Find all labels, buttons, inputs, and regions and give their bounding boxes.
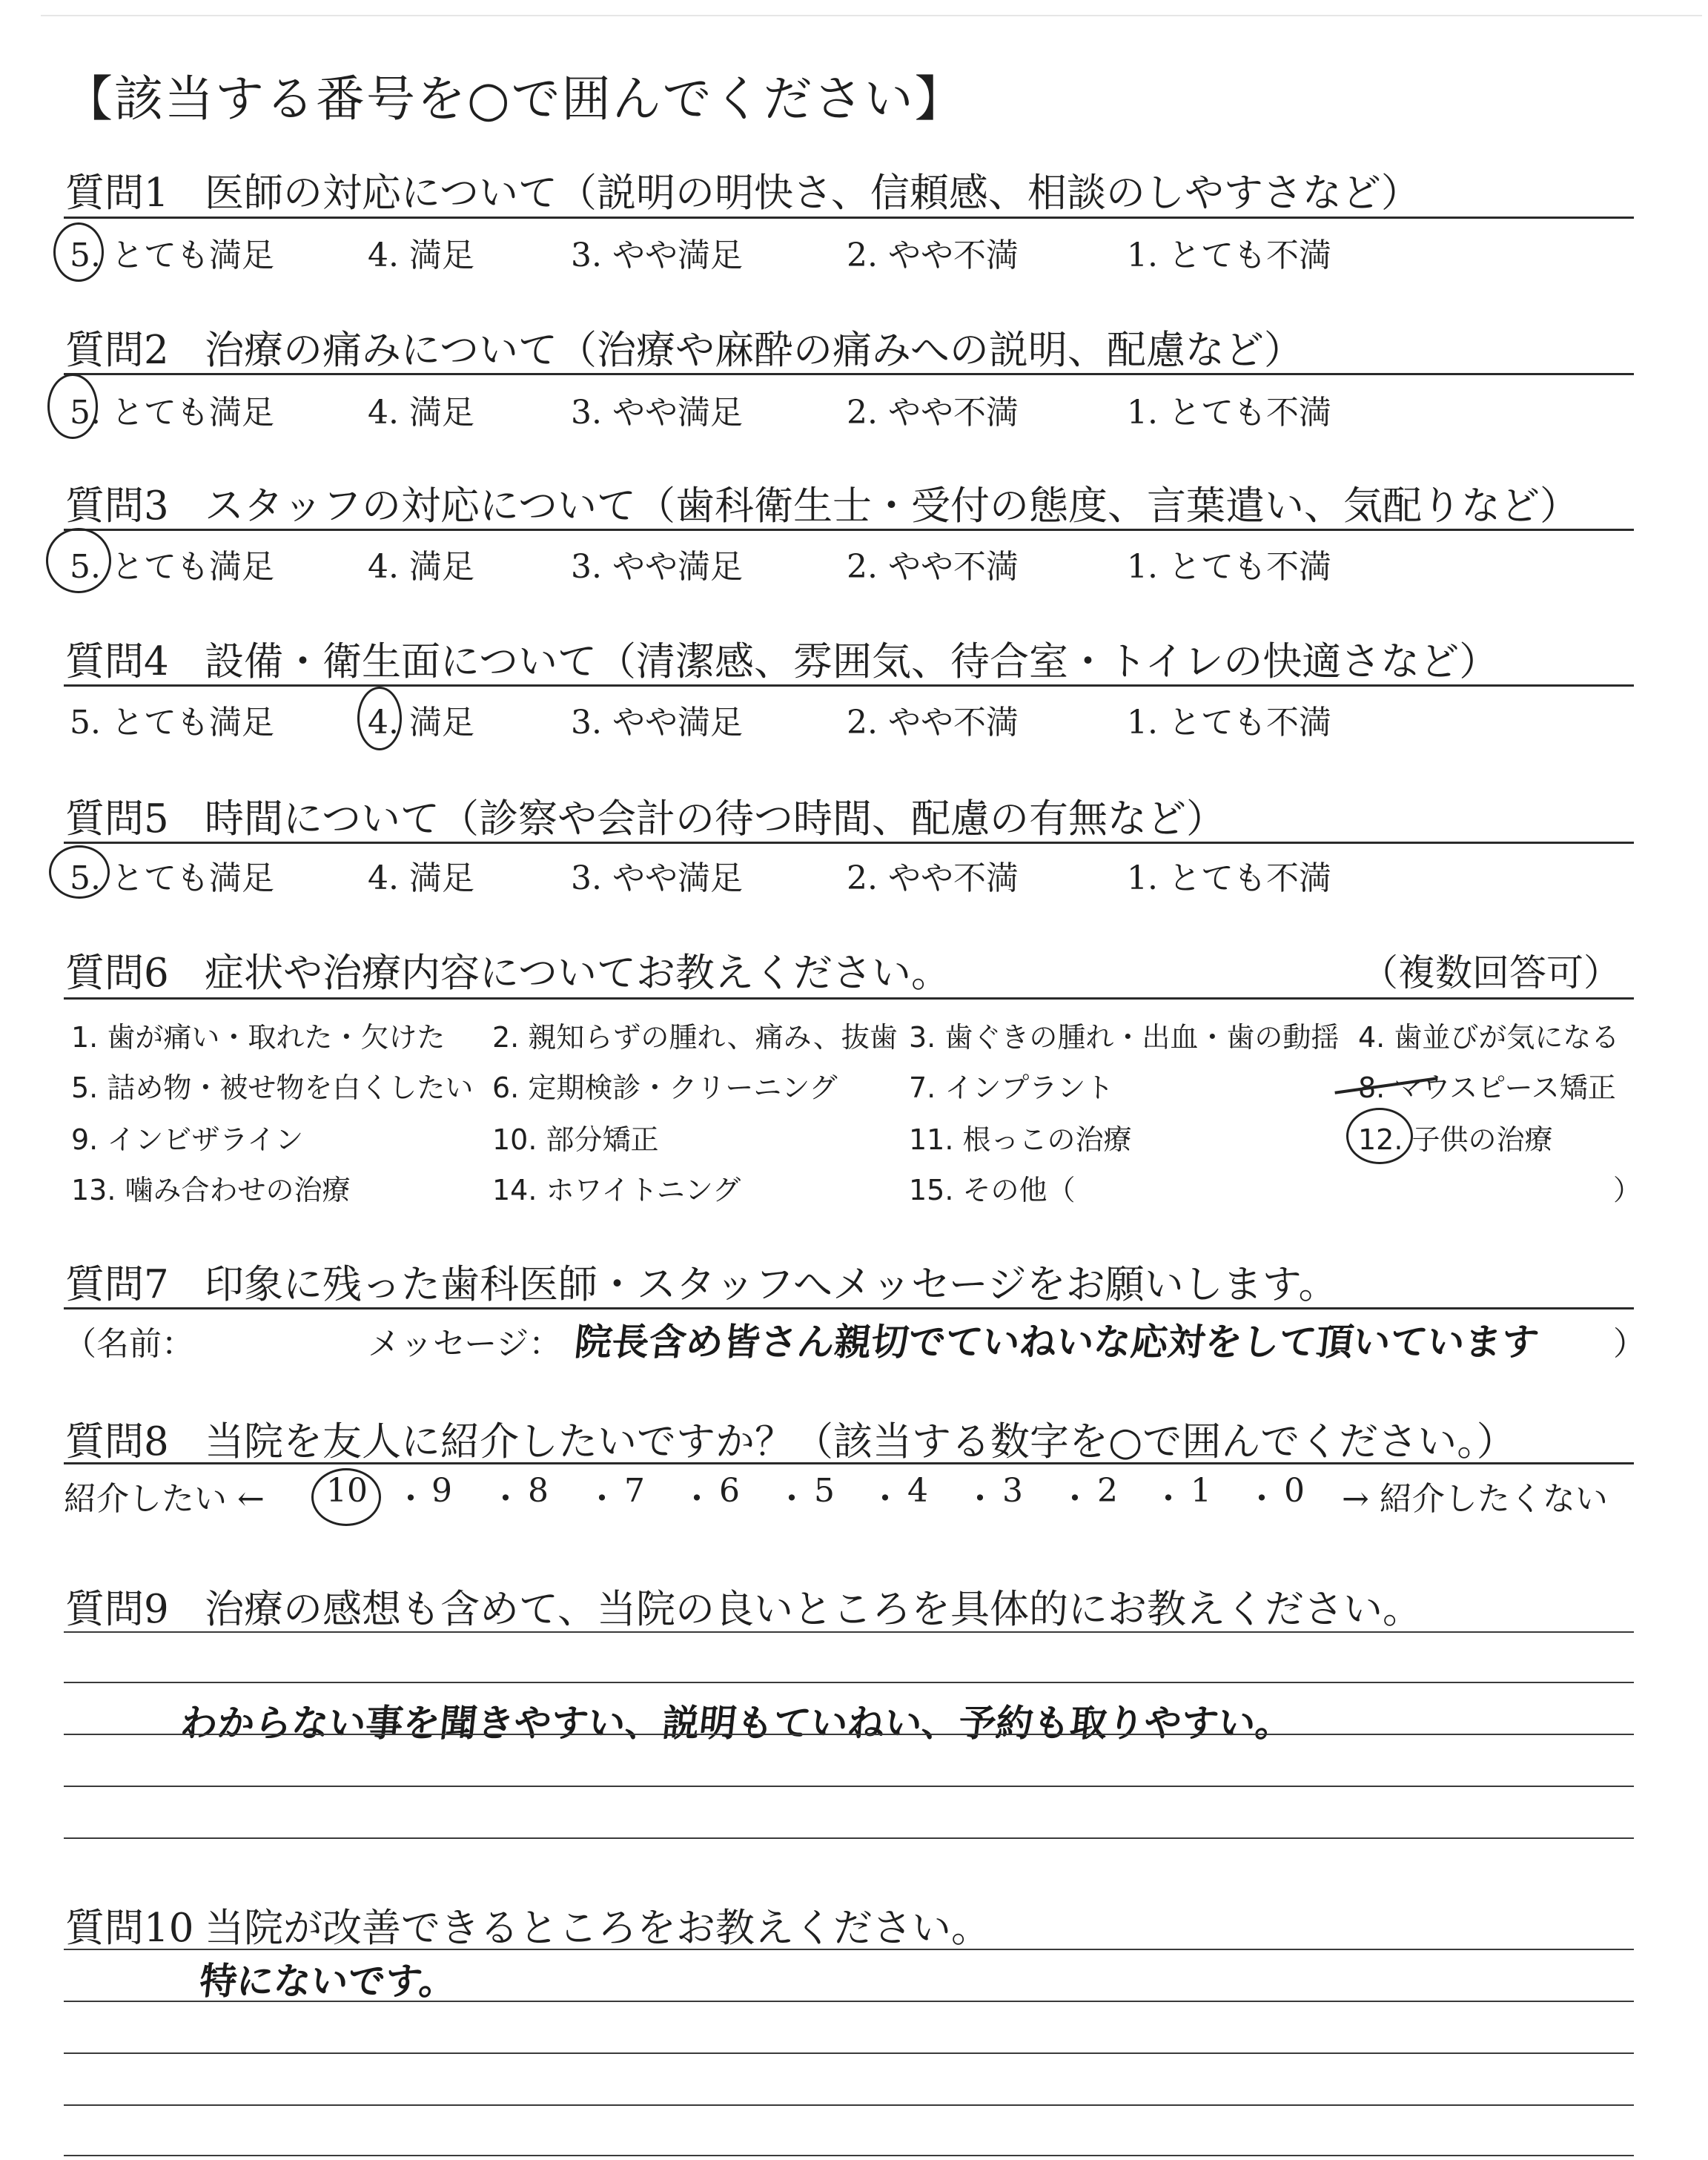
scale-10[interactable]: 10 <box>326 1472 368 1510</box>
message-label: メッセージ： <box>368 1325 562 1363</box>
question-title: スタッフの対応について（歯科衛生士・受付の態度、言葉遣い、気配りなど） <box>205 483 1579 529</box>
q6-other-close: ） <box>1613 1174 1642 1206</box>
q5-option-1[interactable]: 1. とても不満 <box>1127 859 1331 897</box>
scale-0[interactable]: 0 <box>1284 1472 1305 1510</box>
question-number: 質問8 <box>65 1419 169 1464</box>
rule <box>64 373 1634 375</box>
q6-option-11[interactable]: 11. 根っこの治療 <box>909 1123 1132 1156</box>
question-10 <box>65 1897 990 1953</box>
q6-option-5[interactable]: 5. 詰め物・被せ物を白くしたい <box>71 1071 474 1104</box>
q6-option-9[interactable]: 9. インビザライン <box>71 1123 304 1156</box>
writing-line <box>64 1631 1634 1633</box>
multiple-answers-note: （複数回答可） <box>1361 951 1621 994</box>
question-8 <box>65 1410 1516 1467</box>
scale-separator: ・ <box>1152 1480 1185 1518</box>
handwritten-message: 院長含め皆さん親切でていねいな応対をして頂いています <box>572 1321 1541 1364</box>
handwritten-answer-q9: わからない事を聞きやすい、説明もていねい、予約も取りやすい。 <box>178 1702 1295 1745</box>
scale-separator: ・ <box>869 1480 901 1518</box>
question-number: 質問9 <box>65 1587 169 1632</box>
answer-circle <box>47 374 98 439</box>
question-title: 当院が改善できるところをお教えください。 <box>205 1906 990 1951</box>
answer-circle <box>46 528 111 593</box>
q3-option-2[interactable]: 2. やや不満 <box>847 548 1019 586</box>
q6-option-6[interactable]: 6. 定期検診・クリーニング <box>492 1071 838 1104</box>
q3-option-1[interactable]: 1. とても不満 <box>1127 548 1331 586</box>
scale-separator: ・ <box>394 1480 427 1518</box>
writing-line <box>64 1837 1634 1839</box>
scale-7[interactable]: 7 <box>624 1472 645 1510</box>
answer-circle <box>357 687 402 750</box>
handwritten-answer-q10: 特にないです。 <box>197 1960 459 2003</box>
scale-separator: ・ <box>1245 1480 1278 1518</box>
q6-option-13[interactable]: 13. 噛み合わせの治療 <box>71 1174 351 1206</box>
top-edge-line <box>41 15 1702 16</box>
scale-4[interactable]: 4 <box>907 1472 928 1510</box>
q1-option-1[interactable]: 1. とても不満 <box>1127 237 1331 274</box>
q6-option-15[interactable]: 15. その他（ <box>909 1174 1076 1206</box>
writing-line <box>64 2001 1634 2002</box>
question-number: 質問10 <box>65 1906 194 1951</box>
rule <box>64 1307 1634 1309</box>
q6-option-2[interactable]: 2. 親知らずの腫れ、痛み、抜歯 <box>492 1021 898 1054</box>
q6-option-7[interactable]: 7. インプラント <box>909 1071 1114 1104</box>
scale-6[interactable]: 6 <box>719 1472 740 1510</box>
writing-line <box>64 1734 1634 1735</box>
scale-separator: ・ <box>489 1480 522 1518</box>
question-number: 質問3 <box>65 483 169 529</box>
q6-option-12[interactable]: 12. 子供の治療 <box>1358 1123 1553 1156</box>
recommend-right-label: → 紹介したくない <box>1342 1480 1608 1518</box>
q1-option-5[interactable]: 5. とても満足 <box>70 237 274 274</box>
q3-option-3[interactable]: 3. やや満足 <box>571 548 743 586</box>
rule <box>64 217 1634 219</box>
question-title: 医師の対応について（説明の明快さ、信頼感、相談のしやすさなど） <box>205 171 1420 216</box>
question-title: 治療の感想も含めて、当院の良いところを具体的にお教えください。 <box>205 1587 1422 1632</box>
q5-option-5[interactable]: 5. とても満足 <box>70 859 274 897</box>
question-number: 質問7 <box>65 1262 169 1307</box>
q4-option-5[interactable]: 5. とても満足 <box>70 704 274 742</box>
message-close: ） <box>1613 1325 1646 1363</box>
question-3 <box>65 475 1579 531</box>
scale-8[interactable]: 8 <box>528 1472 549 1510</box>
question-title: 設備・衛生面について（清潔感、雰囲気、待合室・トイレの快適さなど） <box>205 639 1499 684</box>
question-7 <box>65 1253 1338 1309</box>
writing-line <box>64 1949 1634 1950</box>
scale-separator: ・ <box>586 1480 618 1518</box>
scale-1[interactable]: 1 <box>1191 1472 1211 1510</box>
scale-5[interactable]: 5 <box>814 1472 835 1510</box>
rule <box>64 842 1634 844</box>
q2-option-5[interactable]: 5. とても満足 <box>70 394 274 432</box>
rule <box>64 684 1634 687</box>
q4-option-3[interactable]: 3. やや満足 <box>571 704 743 742</box>
question-title: 時間について（診察や会計の待つ時間、配慮の有無など） <box>205 796 1225 842</box>
q3-option-5[interactable]: 5. とても満足 <box>70 548 274 586</box>
scale-separator: ・ <box>964 1480 996 1518</box>
answer-circle <box>311 1468 381 1526</box>
answer-circle <box>1346 1108 1413 1164</box>
question-title: 印象に残った歯科医師・スタッフへメッセージをお願いします。 <box>205 1262 1338 1307</box>
scale-3[interactable]: 3 <box>1002 1472 1023 1510</box>
scale-9[interactable]: 9 <box>431 1472 452 1510</box>
q1-option-4[interactable]: 4. 満足 <box>368 237 474 274</box>
q6-option-14[interactable]: 14. ホワイトニング <box>492 1174 741 1206</box>
writing-line <box>64 2052 1634 2054</box>
q6-option-4[interactable]: 4. 歯並びが気になる <box>1358 1021 1620 1054</box>
q6-option-10[interactable]: 10. 部分矯正 <box>492 1123 659 1156</box>
q5-option-4[interactable]: 4. 満足 <box>368 859 474 897</box>
q4-option-1[interactable]: 1. とても不満 <box>1127 704 1331 742</box>
writing-line <box>64 2155 1634 2156</box>
answer-circle <box>53 222 104 282</box>
form-heading: 【該当する番号を○で囲んでください】 <box>64 70 965 128</box>
answer-circle <box>49 845 110 899</box>
question-title: 当院を友人に紹介したいですか？（該当する数字を○で囲んでください。） <box>205 1419 1516 1464</box>
scale-2[interactable]: 2 <box>1097 1472 1118 1510</box>
question-number: 質問6 <box>65 951 169 996</box>
question-6 <box>65 942 950 998</box>
q2-option-1[interactable]: 1. とても不満 <box>1127 394 1331 432</box>
q4-option-2[interactable]: 2. やや不満 <box>847 704 1019 742</box>
rule <box>64 529 1634 531</box>
rule <box>64 997 1634 1000</box>
question-1 <box>65 162 1420 218</box>
question-5 <box>65 787 1225 844</box>
recommend-left-label: 紹介したい ← <box>64 1480 265 1518</box>
scale-separator: ・ <box>681 1480 713 1518</box>
writing-line <box>64 1786 1634 1787</box>
writing-line <box>64 1682 1634 1683</box>
question-9 <box>65 1578 1422 1634</box>
question-number: 質問5 <box>65 796 169 842</box>
q6-option-1[interactable]: 1. 歯が痛い・取れた・欠けた <box>71 1021 446 1054</box>
q1-option-3[interactable]: 3. やや満足 <box>571 237 743 274</box>
question-title: 症状や治療内容についてお教えください。 <box>205 951 950 996</box>
question-number: 質問4 <box>65 639 169 684</box>
q6-option-3[interactable]: 3. 歯ぐきの腫れ・出血・歯の動揺 <box>909 1021 1340 1054</box>
scale-separator: ・ <box>1059 1480 1091 1518</box>
question-4 <box>65 630 1498 687</box>
q2-option-2[interactable]: 2. やや不満 <box>847 394 1019 432</box>
q6-option-8[interactable]: 8. マウスピース矯正 <box>1358 1071 1616 1104</box>
name-label: （名前： <box>64 1325 194 1363</box>
question-number: 質問2 <box>65 328 169 373</box>
rule <box>64 1462 1634 1464</box>
q5-option-2[interactable]: 2. やや不満 <box>847 859 1019 897</box>
q5-option-3[interactable]: 3. やや満足 <box>571 859 743 897</box>
q1-option-2[interactable]: 2. やや不満 <box>847 237 1019 274</box>
q3-option-4[interactable]: 4. 満足 <box>368 548 474 586</box>
question-2 <box>65 319 1303 375</box>
question-number: 質問1 <box>65 171 169 216</box>
question-title: 治療の痛みについて（治療や麻酔の痛みへの説明、配慮など） <box>205 328 1303 373</box>
q4-option-4[interactable]: 4. 満足 <box>368 704 474 742</box>
scale-separator: ・ <box>775 1480 808 1518</box>
q2-option-4[interactable]: 4. 満足 <box>368 394 474 432</box>
q2-option-3[interactable]: 3. やや満足 <box>571 394 743 432</box>
writing-line <box>64 2104 1634 2106</box>
